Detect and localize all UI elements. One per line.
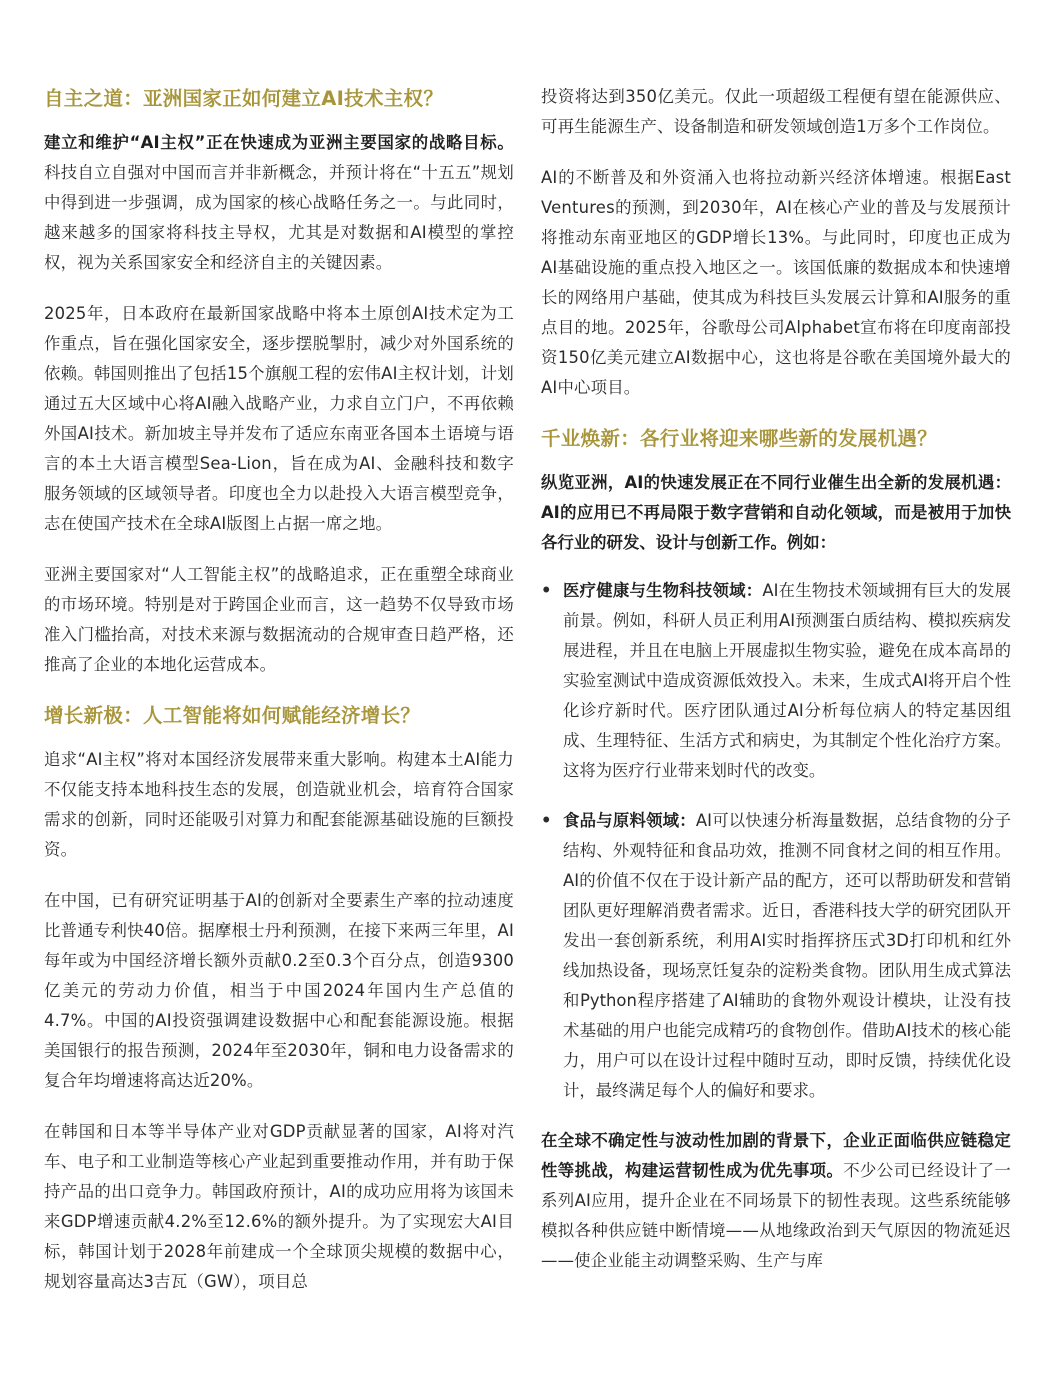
bullet-dot-icon: • [541,811,552,830]
bullet-dot-icon: • [541,581,552,600]
right-column [541,84,1011,1297]
paragraph-emerging-economies: AI的不断普及和外资涌入也将拉动新兴经济体增速。根据East Ventures的预测，到2030年，AI在核心产业的普及与发展预计将推动东南亚地区的GDP增长13%。与此同时，印度也正成为AI基础设施的重点投入地区之一。该国低廉的数据成本和快速增长的网络用户基础，使其成为科技巨头发展云计算和AI服务的重点目的地。2025年，谷歌母公司Alphabet宣布将在印度南部投资150亿美元建立AI数据中心，这也将是谷歌在美国境外最大的AI中心项目。 [541,168,1011,397]
bullet-item-healthcare [541,576,1011,786]
paragraph-continued-investment: 投资将达到350亿美元。仅此一项超级工程便有望在能源供应、可再生能源生产、设备制造和研发领域创造1万多个工作岗位。 [541,87,1011,136]
paragraph-japan-korea-singapore-india: 2025年，日本政府在最新国家战略中将本土原创AI技术定为工作重点，旨在强化国家安全，逐步摆脱掣肘，减少对外国系统的依赖。韩国则推出了包括15个旗舰工程的宏伟AI主权计划，计划通过五大区域中心将AI融入战略产业，力求自立门户，不再依赖外国AI技术。新加坡主导并发布了适应东南亚各国本土语境与语言的本土大语言模型Sea-Lion，旨在成为AI、金融科技和数字服务领域的区域领导者。印度也全力以赴投入大语言模型竞争，志在使国产技术在全球AI版图上占据一席之地。 [44,304,514,533]
paragraph-bold-lead: 建立和维护“AI主权”正在快速成为亚洲主要国家的战略目标。 [44,133,514,152]
section-heading-industry-opportunities: 千业焕新：各行业将迎来哪些新的发展机遇？ [541,427,938,450]
paragraph-korea-japan-growth: 在韩国和日本等半导体产业对GDP贡献显著的国家，AI将对汽车、电子和工业制造等核心产业起到重要推动作用，并有助于保持产品的出口竞争力。韩国政府预计，AI的成功应用将为该国未来GDP增速贡献4.2%至12.6%的额外提升。为了实现宏大AI目标，韩国计划于2028年前建成一个全球顶尖规模的数据中心，规划容量高达3吉瓦（GW），项目总 [44,1122,514,1291]
bullet-title: 医疗健康与生物科技领域： [563,581,763,600]
bullet-text: AI在生物技术领域拥有巨大的发展前景。例如，科研人员正利用AI预测蛋白质结构、模拟疾病发展进程，并且在电脑上开展虚拟生物实验，避免在成本高昂的实验室测试中造成资源低效投入。未来，生成式AI将开启个性化诊疗新时代。医疗团队通过AI分析每位病人的特定基因组成、生理特征、生活方式和病史，为其制定个性化治疗方案。这将为医疗行业带来划时代的改变。 [563,581,1012,780]
bullet-text: AI可以快速分析海量数据，总结食物的分子结构、外观特征和食品功效，推测不同食材之间的相互作用。AI的价值不仅在于设计新产品的配方，还可以帮助研发和营销团队更好理解消费者需求。近日，香港科技大学的研究团队开发出一套创新系统，利用AI实时指挥挤压式3D打印机和红外线加热设备，现场烹饪复杂的淀粉类食物。团队用生成式算法和Python程序搭建了AI辅助的食物外观设计模块，让没有技术基础的用户也能完成精巧的食物创作。借助AI技术的核心能力，用户可以在设计过程中随时互动，即时反馈，持续优化设计，最终满足每个人的偏好和要求。 [563,811,1012,1100]
bullet-item-food [541,806,1011,1106]
paragraph-bold-lead: 在全球不确定性与波动性加剧的背景下，企业正面临供应链稳定性等挑战，构建运营韧性成为优先事项。 [541,1131,1011,1180]
section-heading-ai-sovereignty: 自主之道：亚洲国家正如何建立AI技术主权？ [44,87,444,110]
paragraph-market-impact: 亚洲主要国家对“人工智能主权”的战略追求，正在重塑全球商业的市场环境。特别是对于跨国企业而言，这一趋势不仅导致市场准入门槛抬高，对技术来源与数据流动的合规审查日趋严格，还推高了企业的本地化运营成本。 [44,565,514,674]
bullet-title: 食品与原料领域： [563,811,696,830]
industry-bullet-list [541,576,1011,1106]
paragraph-body: 不少公司已经设计了一系列AI应用，提升企业在不同场景下的韧性表现。这些系统能够模拟各种供应链中断情境——从地缘政治到天气原因的物流延迟——使企业能主动调整采购、生产与库 [541,1161,1011,1270]
paragraph-ai-sovereignty-intro [44,128,514,278]
left-column [44,84,514,1318]
paragraph-china-growth: 在中国，已有研究证明基于AI的创新对全要素生产率的拉动速度比普通专利快40倍。据摩根士丹利预测，在接下来两三年里，AI每年或为中国经济增长额外贡献0.2至0.3个百分点，创造9300亿美元的劳动力价值，相当于中国2024年国内生产总值的4.7%。中国的AI投资强调建设数据中心和配套能源设施。根据美国银行的报告预测，2024年至2030年，铜和电力设备需求的复合年均增速将高达近20%。 [44,891,514,1090]
paragraph-supply-chain-resilience [541,1126,1011,1276]
paragraph-body: 科技自立自强对中国而言并非新概念，并预计将在“十五五”规划中得到进一步强调，成为国家的核心战略任务之一。与此同时，越来越多的国家将科技主导权，尤其是对数据和AI模型的掌控权，视为关系国家安全和经济自主的关键因素。 [44,163,514,272]
section-heading-economic-growth: 增长新极：人工智能将如何赋能经济增长？ [44,704,421,727]
paragraph-growth-intro: 追求“AI主权”将对本国经济发展带来重大影响。构建本土AI能力不仅能支持本地科技生态的发展，创造就业机会，培育符合国家需求的创新，同时还能吸引对算力和配套能源基础设施的巨额投资。 [44,750,514,859]
paragraph-industry-lead: 纵览亚洲，AI的快速发展正在不同行业催生出全新的发展机遇：AI的应用已不再局限于数字营销和自动化领域，而是被用于加快各行业的研发、设计与创新工作。例如： [541,473,1011,552]
